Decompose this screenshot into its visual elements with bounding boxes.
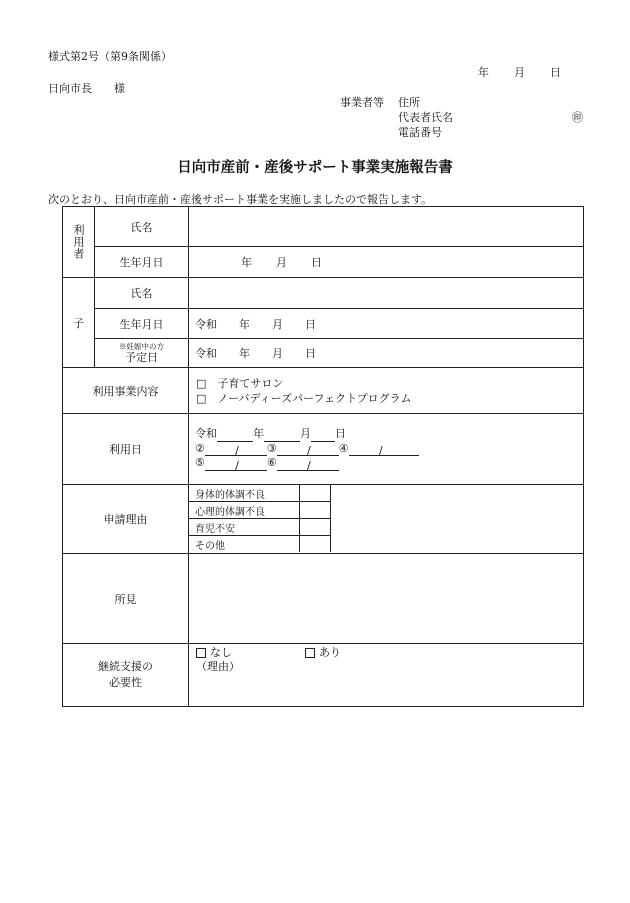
user-name-label: 氏名 xyxy=(95,207,189,247)
reason-physical: 身体的体調不良 xyxy=(189,485,300,502)
continuation-field xyxy=(189,644,584,707)
continuation-none-checkbox[interactable] xyxy=(196,648,206,658)
usage-date-field[interactable] xyxy=(189,414,584,485)
reason-label: 申請理由 xyxy=(63,485,189,554)
address-label: 住所 xyxy=(398,96,420,109)
option-kosodate-salon[interactable]: □ 子育てサロン xyxy=(196,376,284,390)
reason-mental-box[interactable] xyxy=(300,502,331,519)
usage-date-line-2: ② / ③ / ④ / xyxy=(195,442,583,457)
child-birth-field[interactable]: 令和 年 月 日 xyxy=(189,309,584,339)
phone-label: 電話番号 xyxy=(398,126,442,139)
reason-parenting-anxiety: 育児不安 xyxy=(189,519,300,536)
user-section-label: 利用者 xyxy=(63,207,95,278)
reason-other-box[interactable] xyxy=(300,536,331,553)
user-birth-label: 生年月日 xyxy=(95,247,189,278)
usage-date-line-3: ⑤ / ⑥ / xyxy=(195,456,583,471)
continuation-yes-checkbox[interactable] xyxy=(305,648,315,658)
service-options xyxy=(189,368,584,414)
operator-label: 事業者等 xyxy=(340,96,384,109)
continuation-reason-label: （理由） xyxy=(196,660,240,673)
child-birth-label: 生年月日 xyxy=(95,309,189,339)
addressee: 日向市長 様 xyxy=(48,82,125,95)
representative-label: 代表者氏名 xyxy=(398,111,453,124)
user-birth-field[interactable]: 年 月 日 xyxy=(189,247,584,278)
findings-label: 所見 xyxy=(63,554,189,644)
child-due-label xyxy=(95,339,189,368)
option-nobodys-perfect[interactable]: □ ノーバディーズパーフェクトプログラム xyxy=(196,391,412,405)
service-label: 利用事業内容 xyxy=(63,368,189,414)
user-name-field[interactable] xyxy=(189,207,584,247)
date-year-label: 年 xyxy=(478,66,489,79)
intro-text: 次のとおり、日向市産前・産後サポート事業を実施しましたので報告します。 xyxy=(48,193,433,206)
continuation-label: 継続支援の 必要性 xyxy=(63,644,189,707)
reason-physical-box[interactable] xyxy=(300,485,331,502)
usage-date-label: 利用日 xyxy=(63,414,189,485)
continuation-none-label: なし xyxy=(210,646,232,659)
reason-mental: 心理的体調不良 xyxy=(189,502,300,519)
continuation-yes-label: あり xyxy=(319,646,341,659)
reason-parenting-anxiety-box[interactable] xyxy=(300,519,331,536)
child-name-label: 氏名 xyxy=(95,278,189,309)
page-title: 日向市産前・産後サポート事業実施報告書 xyxy=(177,159,453,176)
date-month-label: 月 xyxy=(514,66,525,79)
child-due-field[interactable]: 令和 年 月 日 xyxy=(189,339,584,368)
findings-field[interactable] xyxy=(189,554,584,644)
reason-checklist xyxy=(189,485,331,552)
reason-field xyxy=(189,485,584,554)
seal-mark: ㊞ xyxy=(572,111,583,124)
report-form-table xyxy=(62,206,584,707)
due-date-label: 予定日 xyxy=(125,350,158,364)
form-number: 様式第2号（第9条関係） xyxy=(48,50,172,63)
pregnant-note: ※妊娠中の方 xyxy=(119,341,164,351)
date-day-label: 日 xyxy=(550,66,561,79)
reason-other: その他 xyxy=(189,536,300,553)
child-name-field[interactable] xyxy=(189,278,584,309)
child-section-label: 子 xyxy=(63,278,95,368)
usage-date-line-1: 令和 年 月 日 xyxy=(195,427,346,441)
